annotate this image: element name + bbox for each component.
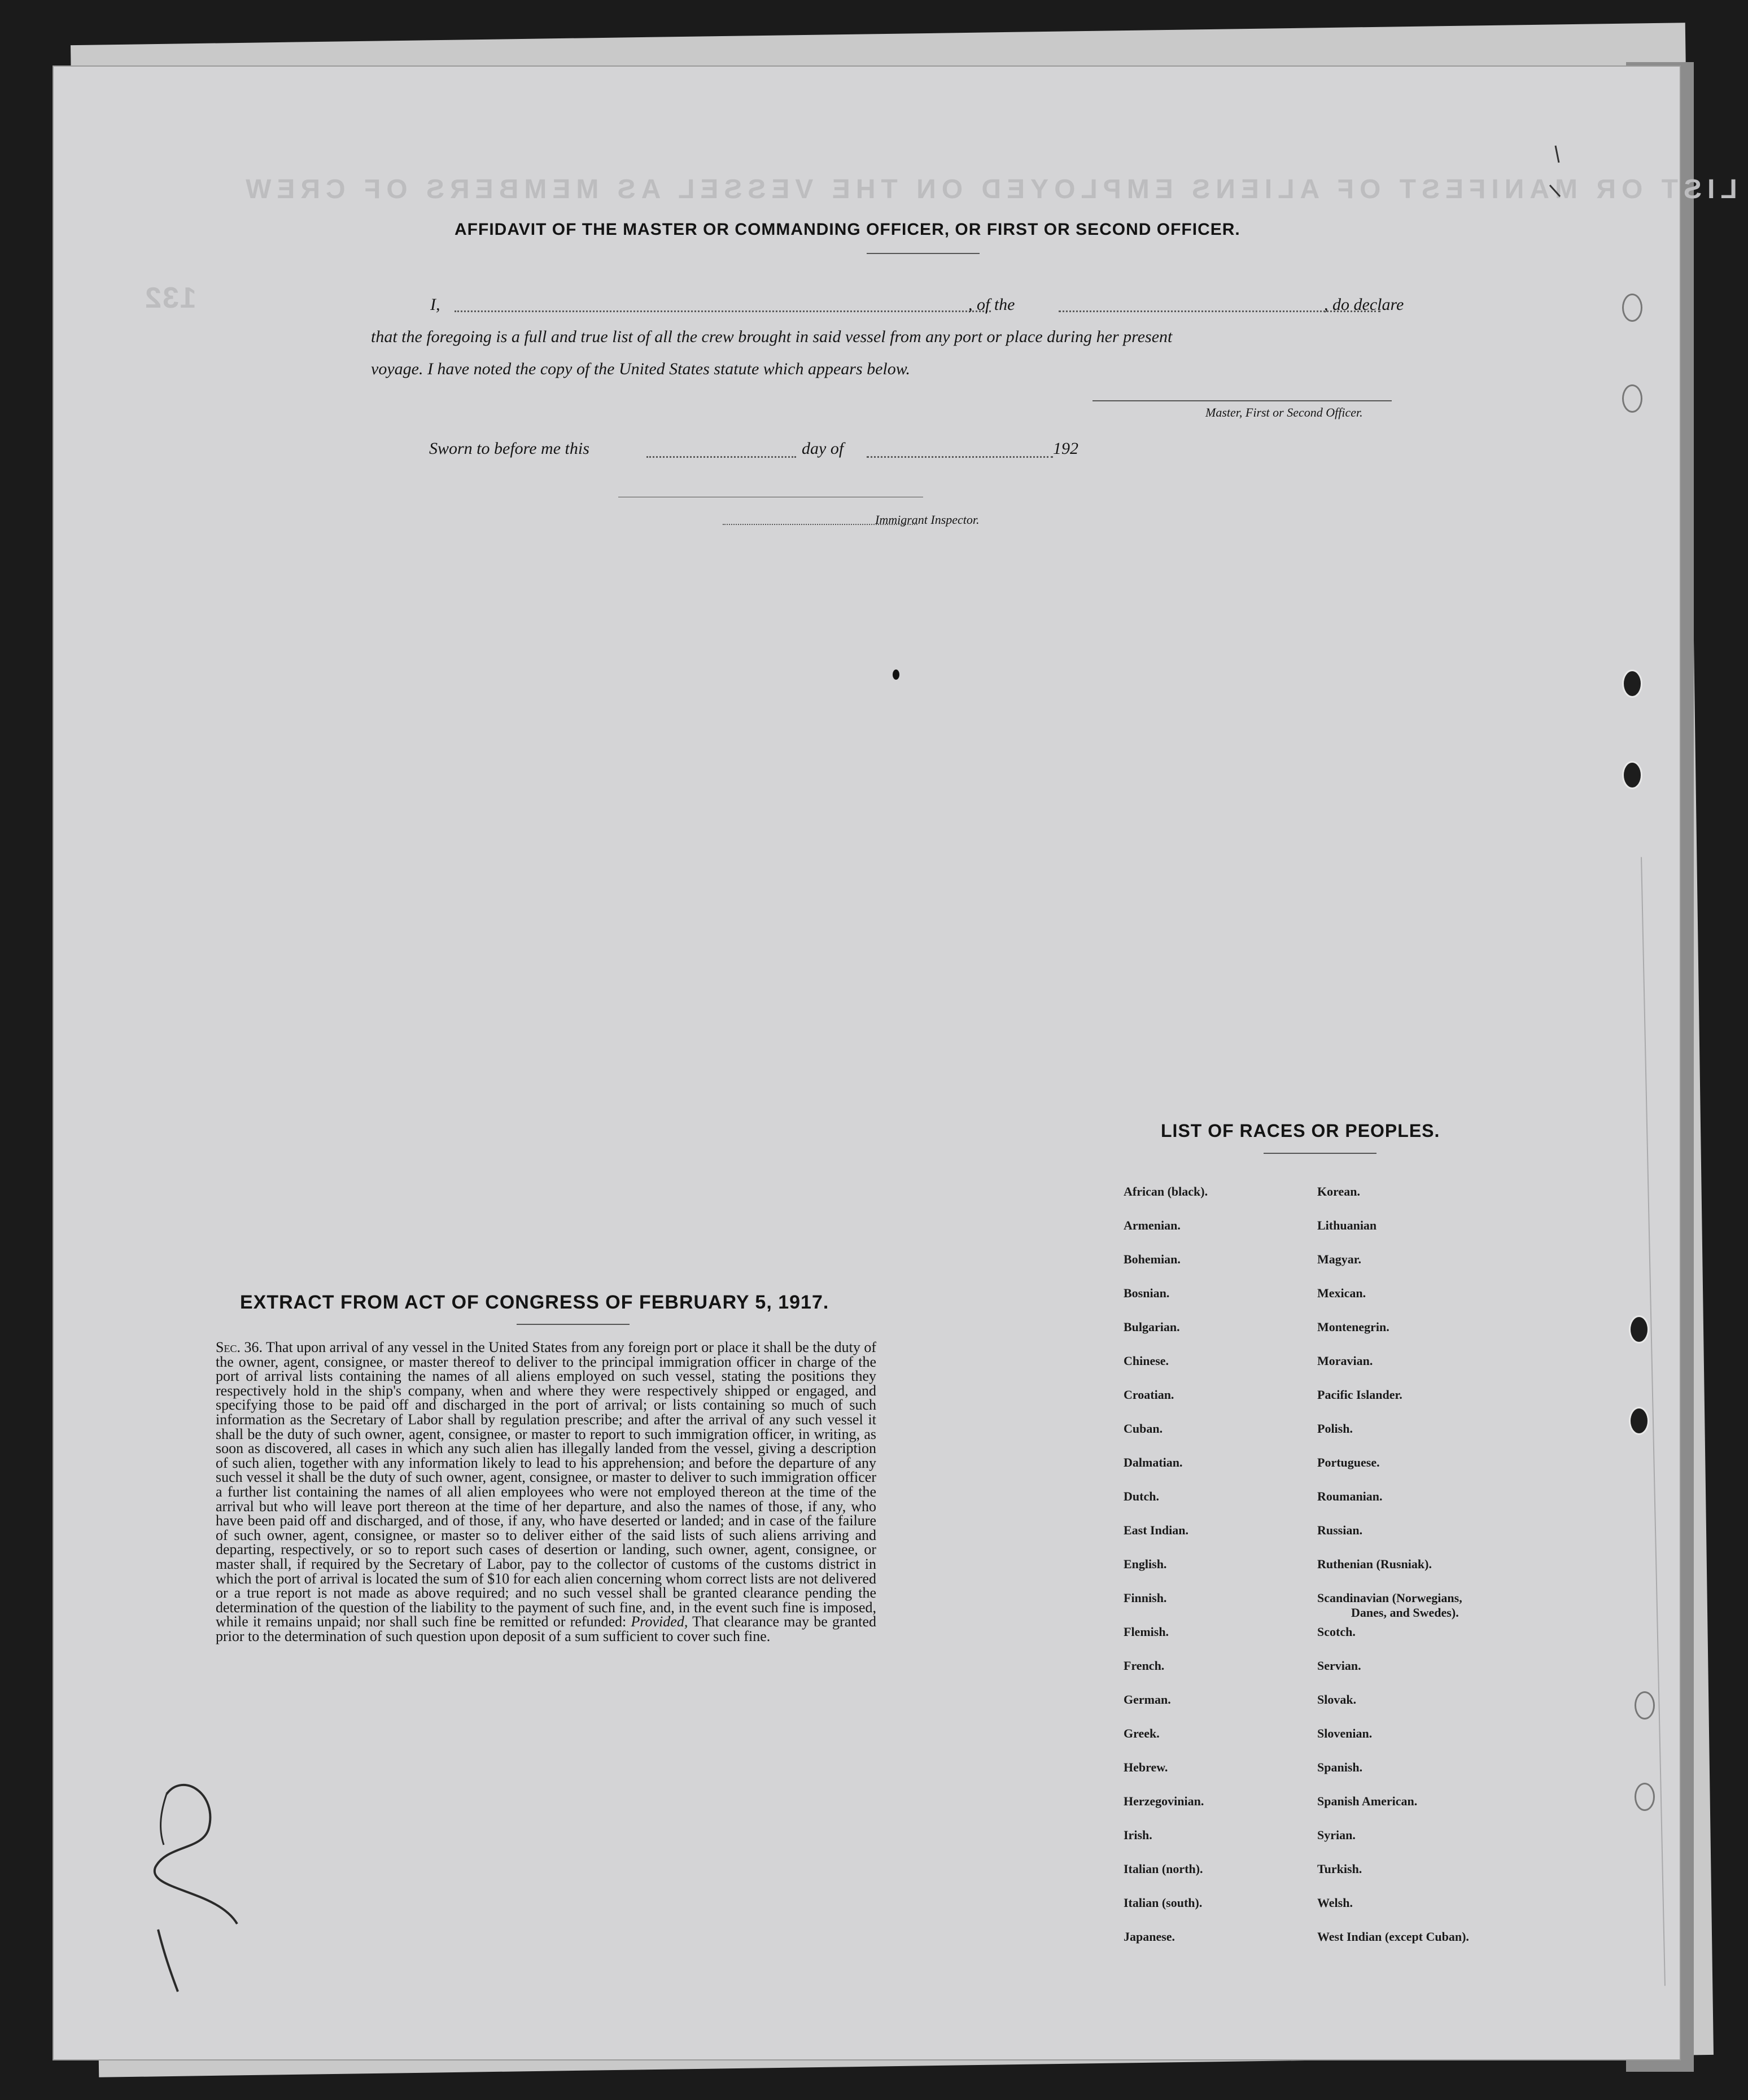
ink-mark (893, 670, 899, 680)
binder-hole (1622, 294, 1642, 322)
race-item: Moravian. (1317, 1354, 1373, 1368)
race-item (1317, 1591, 1469, 1625)
race-item: Syrian. (1317, 1828, 1356, 1842)
race-item: English. (1124, 1557, 1167, 1571)
race-item: West Indian (except Cuban). (1317, 1930, 1469, 1944)
extract-body-end: That clearance may be granted prior to the determination of such question upon deposit of a sum sufficient to cover such fine. (216, 1613, 877, 1644)
signature-line (1092, 400, 1392, 401)
binder-hole (1622, 670, 1642, 698)
sworn-day-of: day of (802, 439, 844, 458)
affidavit-declare: , do declare (1324, 295, 1404, 314)
race-item: Magyar. (1317, 1252, 1362, 1266)
race-item: Slovenian. (1317, 1726, 1373, 1740)
binder-hole (1629, 1407, 1649, 1435)
race-item: Bulgarian. (1124, 1320, 1180, 1334)
race-item: Greek. (1124, 1726, 1160, 1740)
race-item: Hebrew. (1124, 1760, 1168, 1774)
section-label: Sec. 36. (216, 1339, 263, 1355)
races-title: LIST OF RACES OR PEOPLES. (1161, 1121, 1440, 1141)
affidavit-line-3: voyage. I have noted the copy of the United States statute which appears below. (371, 360, 911, 378)
race-item: French. (1124, 1659, 1165, 1673)
race-item: Ruthenian (Rusniak). (1317, 1557, 1432, 1571)
sworn-day-blank (646, 456, 796, 458)
race-item: Spanish. (1317, 1760, 1363, 1774)
race-item: Cuban. (1124, 1421, 1163, 1436)
extract-title-rule (517, 1324, 630, 1325)
extract-body (216, 1340, 876, 1643)
race-item: Welsh. (1317, 1896, 1353, 1910)
race-item: Turkish. (1317, 1862, 1362, 1876)
race-item: German. (1124, 1692, 1171, 1707)
binder-hole (1622, 384, 1642, 413)
bleed-through-number: 132 (144, 282, 196, 314)
race-item: Bohemian. (1124, 1252, 1181, 1266)
sworn-month-blank (867, 456, 1053, 458)
race-item: Portuguese. (1317, 1455, 1380, 1469)
race-item: Mexican. (1317, 1286, 1366, 1300)
race-item: African (black). (1124, 1184, 1208, 1198)
race-item: Dutch. (1124, 1489, 1159, 1503)
race-item: Croatian. (1124, 1388, 1174, 1402)
sworn-year: 192 (1053, 439, 1078, 458)
binder-hole (1635, 1783, 1655, 1811)
race-item: East Indian. (1124, 1523, 1188, 1537)
race-item: Pacific Islander. (1317, 1388, 1402, 1402)
race-item: Irish. (1124, 1828, 1152, 1842)
race-item-scandinavian-1: Scandinavian (Norwegians, (1317, 1591, 1462, 1605)
affidavit-line-2: that the foregoing is a full and true list of all the crew brought in said vessel from any port or place during her present (371, 327, 1173, 346)
extract-title: EXTRACT FROM ACT OF CONGRESS OF FEBRUARY 5, 1917. (240, 1292, 829, 1313)
race-item: Slovak. (1317, 1692, 1357, 1707)
race-item: Armenian. (1124, 1218, 1181, 1232)
race-item: Montenegrin. (1317, 1320, 1389, 1334)
manifest-page (54, 67, 1737, 2059)
race-item: Finnish. (1124, 1591, 1167, 1605)
extract-body-main: That upon arrival of any vessel in the United States from any foreign port or place it shall be the duty of the owner, agent, consignee, or master thereof to deliver to the principal immigration officer in charge of the port of arrival lists containing the names of all aliens employed on such vessel, stating the positions they respectively hold in the ship's company, when and where they were respectively shipped or engaged, and specifying those to be paid off and discharged in the port of arrival; or lists containing so much of such information as the Secretary of Labor shall by regulation prescribe; and after the arrival of any such vessel it shall be the duty of such owner, agent, consignee, or master to report to such immigration officer, in writing, as soon as discovered, all cases in which any such alien has illegally landed from the vessel, giving a description of such alien, together with any information likely to lead to his apprehension; and before the departure of any such vessel it shall be the duty of such owner, agent, consignee, or master to deliver to such immigration officer a further list containing the names of all alien employees who were not employed thereon at the time of the arrival but who will leave port thereon at the time of her departure, and also the names of those, if any, who have been paid off and discharged, and of those, if any, who have deserted or landed; and in case of the failure of such owner, agent, consignee, or master so to deliver either of the said lists of such aliens arriving and departing, respectively, or so to report such cases of desertion or landing, such owner, agent, consignee, or master shall, if required by the Secretary of Labor, pay to the collector of customs of the customs district in which the port of arrival is located the sum of $10 for each alien concerning whom correct lists are not delivered or a true report is not made as above required; and no such vessel shall be granted clearance pending the determination of the question of the liability to the payment of such fine, and, in the event such fine is imposed, while it remains unpaid; nor shall such fine be remitted or refunded: (216, 1339, 876, 1630)
race-item: Bosnian. (1124, 1286, 1170, 1300)
binder-hole (1635, 1691, 1655, 1720)
signature-label: Master, First or Second Officer. (1205, 405, 1363, 419)
pencil-scrawl (133, 1760, 257, 1997)
binder-hole (1629, 1315, 1649, 1344)
affidavit-title-rule (867, 253, 980, 254)
race-item: Japanese. (1124, 1930, 1175, 1944)
race-item: Lithuanian (1317, 1218, 1377, 1232)
sworn-prefix: Sworn to before me this (429, 439, 589, 458)
race-item: Dalmatian. (1124, 1455, 1183, 1469)
inspector-label: Immigrant Inspector. (875, 513, 980, 527)
affidavit-of-the: , of the (968, 295, 1015, 314)
races-right-column (1317, 1184, 1469, 1963)
race-item: Chinese. (1124, 1354, 1169, 1368)
race-item: Polish. (1317, 1421, 1353, 1436)
race-item: Servian. (1317, 1659, 1361, 1673)
affidavit-title: AFFIDAVIT OF THE MASTER OR COMMANDING OFFICER, OR FIRST OR SECOND OFFICER. (455, 220, 1240, 239)
affidavit-i: I, (430, 295, 440, 314)
name-blank (455, 310, 991, 312)
race-item: Scotch. (1317, 1625, 1356, 1639)
provided-word: Provided, (631, 1613, 688, 1630)
race-item: Russian. (1317, 1523, 1363, 1537)
pencil-tick (1533, 134, 1578, 202)
race-item: Korean. (1317, 1184, 1360, 1198)
binder-hole (1622, 761, 1642, 789)
race-item: Italian (south). (1124, 1896, 1203, 1910)
races-title-rule (1264, 1153, 1376, 1154)
race-item: Italian (north). (1124, 1862, 1203, 1876)
race-item: Spanish American. (1317, 1794, 1418, 1808)
race-item-scandinavian-2: Danes, and Swedes). (1351, 1605, 1459, 1620)
race-item: Herzegovinian. (1124, 1794, 1204, 1808)
bleed-through-header: LIST OR MANIFEST OF ALIENS EMPLOYED ON THE VESSEL AS MEMBERS OF CREW (240, 174, 1737, 204)
race-item: Roumanian. (1317, 1489, 1383, 1503)
races-left-column (1124, 1184, 1208, 1963)
race-item: Flemish. (1124, 1625, 1169, 1639)
